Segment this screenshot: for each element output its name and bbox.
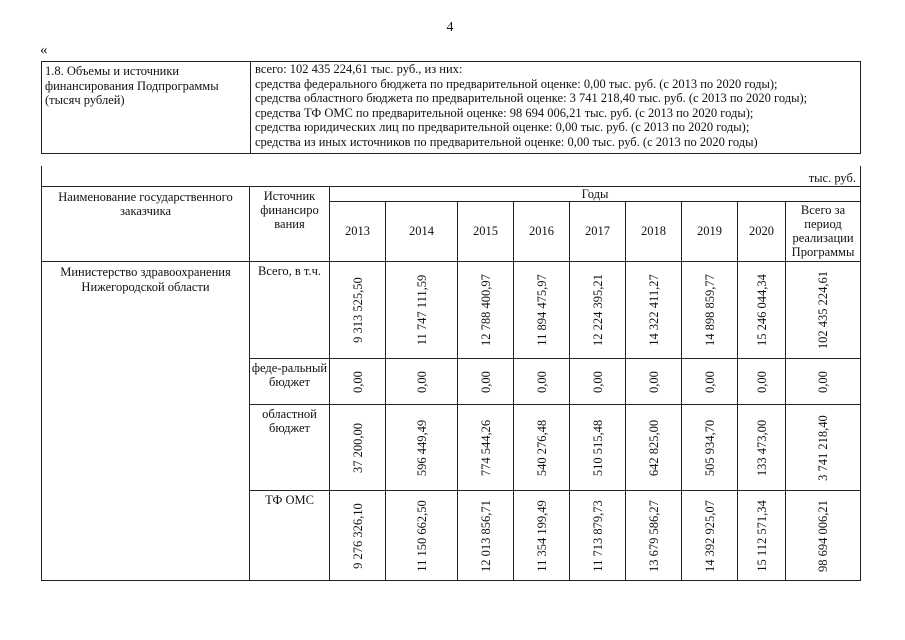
- summary-line-other-sources: средства из иных источников по предварительной оценке: 0,00 тыс. руб. (с 2013 по 2020 годы): [255, 134, 758, 149]
- table-cell: 510 515,48: [570, 405, 626, 491]
- table-cell: 11 354 199,49: [514, 491, 570, 581]
- opening-quote-mark: «: [40, 42, 48, 58]
- page-number: 4: [446, 20, 454, 35]
- table-cell: 642 825,00: [626, 405, 682, 491]
- table-cell: 0,00: [570, 359, 626, 405]
- table-cell: 0,00: [738, 359, 786, 405]
- table-cell: 13 679 586,27: [626, 491, 682, 581]
- table-cell: 15 246 044,34: [738, 262, 786, 359]
- table-cell: 15 112 571,34: [738, 491, 786, 581]
- table-cell: 11 713 879,73: [570, 491, 626, 581]
- table-cell: 0,00: [386, 359, 458, 405]
- row-source: областной бюджет: [250, 405, 330, 491]
- table-cell: 0,00: [682, 359, 738, 405]
- table-cell: 11 150 662,50: [386, 491, 458, 581]
- header-year-2019: 2019: [682, 202, 738, 262]
- summary-line-federal: средства федерального бюджета по предварительной оценке: 0,00 тыс. руб. (с 2013 по 2020 годы);: [255, 76, 778, 91]
- header-source: Источник финансиро вания: [250, 186, 330, 262]
- summary-line-legal-entities: средства юридических лиц по предварительной оценке: 0,00 тыс. руб. (с 2013 по 2020 годы);: [255, 120, 750, 134]
- table-cell: 12 013 856,71: [458, 491, 514, 581]
- table-cell: 0,00: [458, 359, 514, 405]
- table-cell: 505 934,70: [682, 405, 738, 491]
- summary-line-regional: средства областного бюджета по предварительной оценке: 3 741 218,40 тыс. руб. (с 2013 по 2020 годы);: [255, 91, 808, 105]
- header-year-2015: 2015: [458, 202, 514, 262]
- table-cell: 133 473,00: [738, 405, 786, 491]
- table-cell: 0,00: [626, 359, 682, 405]
- header-year-2013: 2013: [330, 202, 386, 262]
- header-customer: Наименование государственного заказчика: [42, 186, 250, 262]
- table-cell: 14 392 925,07: [682, 491, 738, 581]
- table-cell: 12 788 400,97: [458, 262, 514, 359]
- table-cell: 596 449,49: [386, 405, 458, 491]
- header-years-group: Годы: [330, 186, 861, 202]
- header-year-2020: 2020: [738, 202, 786, 262]
- customer-name: Министерство здравоохранения Нижегородской области: [42, 262, 250, 581]
- table-cell: 774 544,26: [458, 405, 514, 491]
- table-cell-total: 0,00: [786, 359, 861, 405]
- row-source: феде-ральный бюджет: [250, 359, 330, 405]
- row-source: Всего, в т.ч.: [250, 262, 330, 359]
- table-cell: 0,00: [330, 359, 386, 405]
- funding-table: [41, 166, 861, 581]
- unit-label: тыс. руб.: [42, 171, 861, 186]
- table-row: [42, 262, 861, 359]
- table-cell-total: 98 694 006,21: [786, 491, 861, 581]
- header-year-2016: 2016: [514, 202, 570, 262]
- funding-summary-table: [41, 61, 861, 154]
- table-cell-total: 3 741 218,40: [786, 405, 861, 491]
- table-cell: 540 276,48: [514, 405, 570, 491]
- summary-label: 1.8. Объемы и источники финансирования Подпрограммы (тысяч рублей): [42, 62, 251, 154]
- table-cell: 37 200,00: [330, 405, 386, 491]
- table-cell-total: 102 435 224,61: [786, 262, 861, 359]
- row-source: ТФ ОМС: [250, 491, 330, 581]
- table-cell: 9 313 525,50: [330, 262, 386, 359]
- table-cell: 11 747 111,59: [386, 262, 458, 359]
- table-cell: 12 224 395,21: [570, 262, 626, 359]
- table-cell: 14 322 411,27: [626, 262, 682, 359]
- table-cell: 0,00: [514, 359, 570, 405]
- table-cell: 9 276 326,10: [330, 491, 386, 581]
- summary-lines: [251, 62, 861, 154]
- header-total: Всего за период реализации Программы: [786, 202, 861, 262]
- header-year-2017: 2017: [570, 202, 626, 262]
- summary-line-total: всего: 102 435 224,61 тыс. руб., из них:: [255, 62, 463, 76]
- header-year-2018: 2018: [626, 202, 682, 262]
- table-cell: 11 894 475,97: [514, 262, 570, 359]
- summary-line-tfoms: средства ТФ ОМС по предварительной оценке: 98 694 006,21 тыс. руб. (с 2013 по 2020 годы);: [255, 105, 754, 120]
- table-cell: 14 898 859,77: [682, 262, 738, 359]
- header-year-2014: 2014: [386, 202, 458, 262]
